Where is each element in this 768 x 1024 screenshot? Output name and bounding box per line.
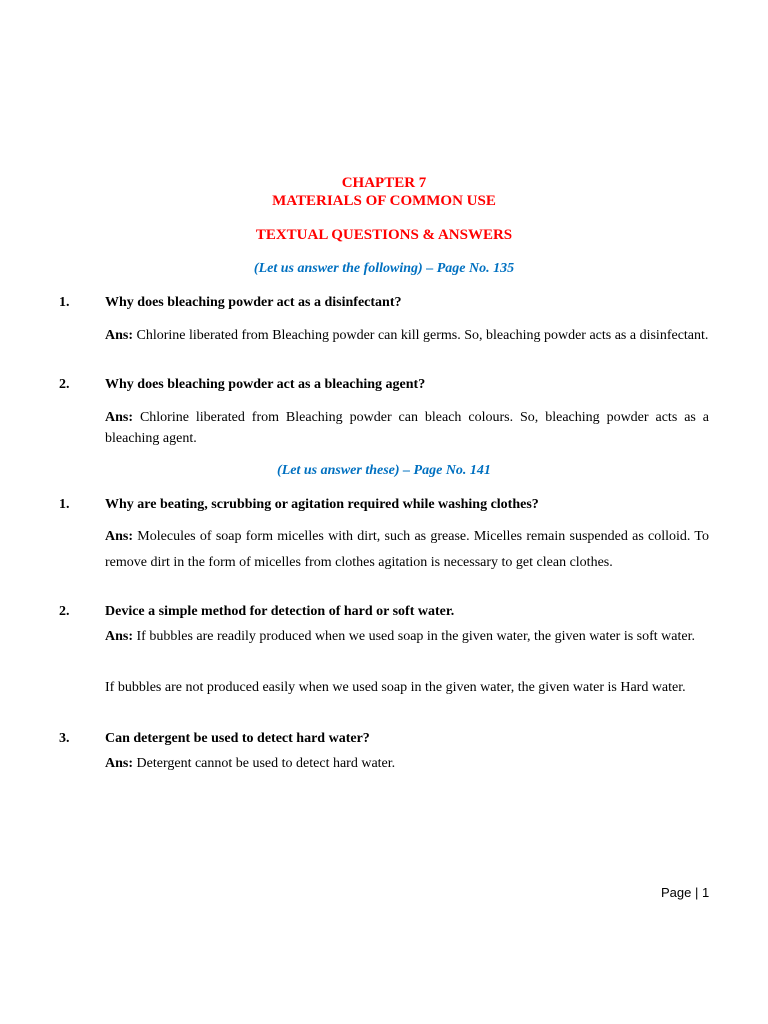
answer-body: Molecules of soap form micelles with dirt, such as grease. Micelles remain suspended as colloid. To remove dirt in the form of micelles from clothes agitation is necessary to get clean clothes. bbox=[105, 529, 710, 570]
answer-label: Ans: bbox=[105, 328, 134, 343]
answer-body: Detergent cannot be used to detect hard water. bbox=[136, 756, 396, 771]
question-number: 3. bbox=[59, 731, 70, 746]
answer-text bbox=[105, 524, 709, 576]
answer-text bbox=[105, 407, 709, 449]
question-text: Device a simple method for detection of hard or soft water. bbox=[105, 604, 455, 619]
answer-label: Ans: bbox=[105, 410, 134, 425]
answer-body: If bubbles are readily produced when we used soap in the given water, the given water is soft water. bbox=[136, 629, 695, 644]
question-number: 2. bbox=[59, 604, 70, 619]
answer-label: Ans: bbox=[105, 529, 134, 544]
answer-body: Chlorine liberated from Bleaching powder can kill germs. So, bleaching powder acts as a disinfectant. bbox=[136, 328, 709, 343]
answer-text-extra: If bubbles are not produced easily when we used soap in the given water, the given water is Hard water. bbox=[105, 680, 686, 695]
question-number: 2. bbox=[59, 377, 70, 392]
answer-text bbox=[105, 751, 709, 777]
section-heading-page-141: (Let us answer these) – Page No. 141 bbox=[277, 463, 491, 478]
answer-text bbox=[105, 325, 709, 346]
answer-body: Chlorine liberated from Bleaching powder can bleach colours. So, bleaching powder acts as a bleaching agent. bbox=[105, 410, 710, 446]
answer-text bbox=[105, 624, 709, 650]
answer-label: Ans: bbox=[105, 756, 134, 771]
question-text: Why are beating, scrubbing or agitation required while washing clothes? bbox=[105, 497, 539, 512]
question-number: 1. bbox=[59, 497, 70, 512]
chapter-title: MATERIALS OF COMMON USE bbox=[272, 193, 496, 209]
question-text: Can detergent be used to detect hard water? bbox=[105, 731, 370, 746]
page-number: Page | 1 bbox=[661, 885, 710, 900]
question-text: Why does bleaching powder act as a disinfectant? bbox=[105, 295, 402, 310]
question-text: Why does bleaching powder act as a bleaching agent? bbox=[105, 377, 426, 392]
chapter-number: CHAPTER 7 bbox=[341, 175, 427, 191]
section-title: TEXTUAL QUESTIONS & ANSWERS bbox=[255, 227, 513, 243]
question-number: 1. bbox=[59, 295, 70, 310]
answer-label: Ans: bbox=[105, 629, 134, 644]
section-heading-page-135: (Let us answer the following) – Page No. 135 bbox=[253, 261, 515, 276]
